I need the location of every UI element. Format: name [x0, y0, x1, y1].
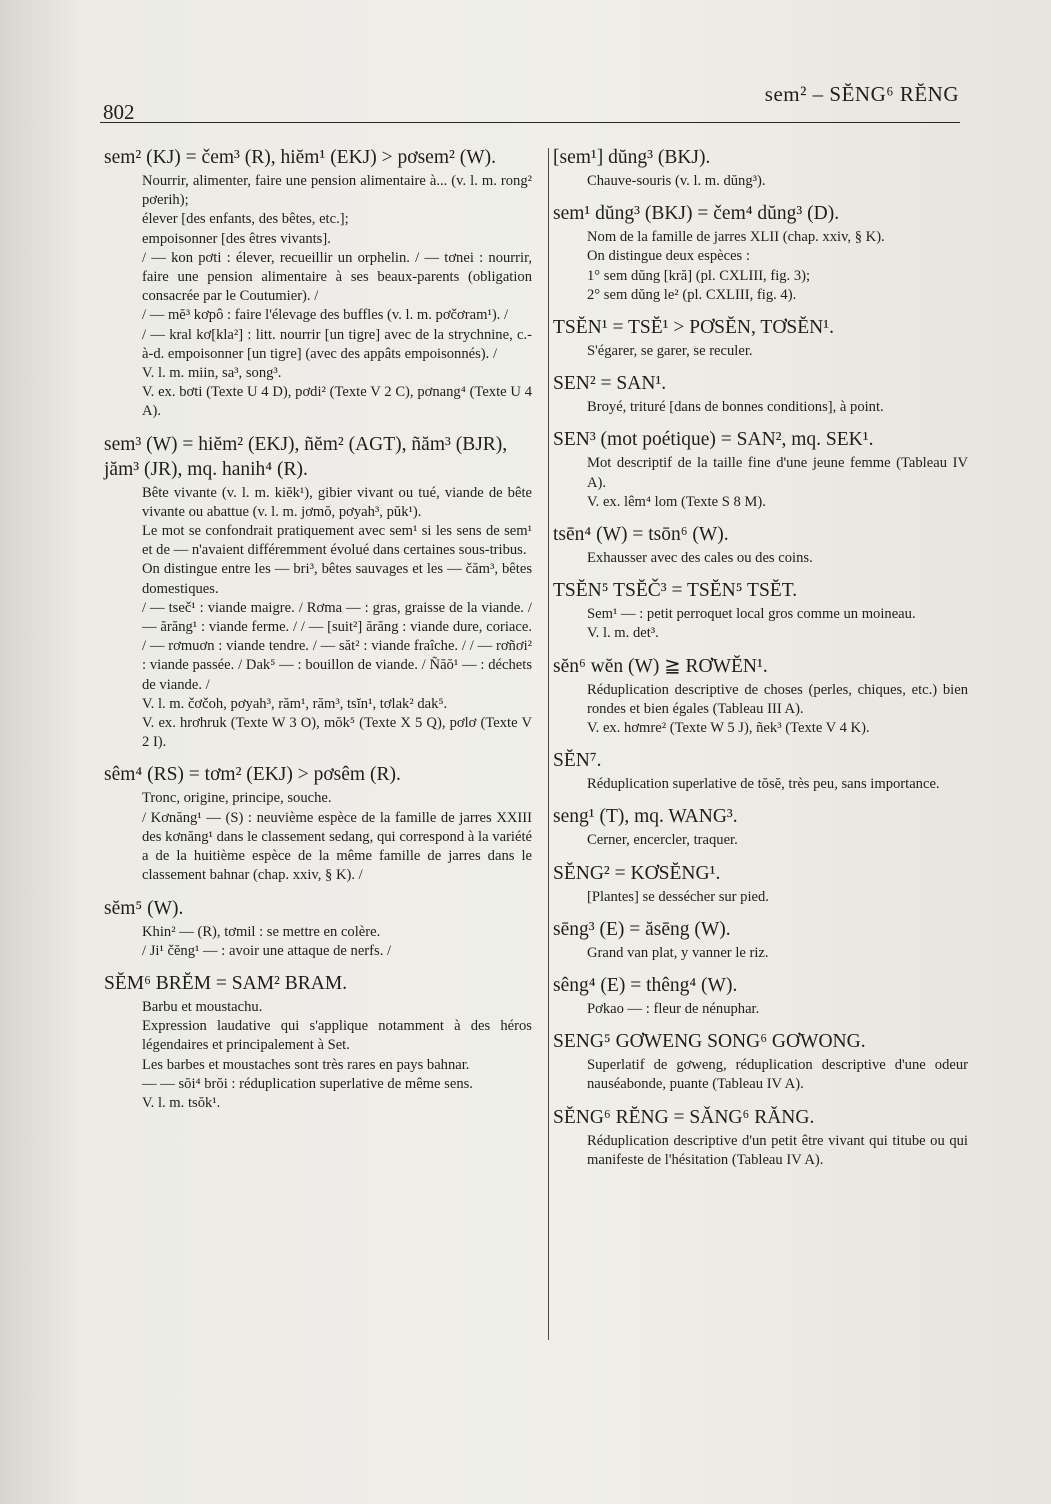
entry-definition [587, 172, 968, 191]
entry-headword: sĕm⁵ (W). [104, 897, 184, 919]
entry-headword: SENG⁵ GƠWENG SONG⁶ GƠWONG. [553, 1031, 866, 1053]
entry-headword: tsēn⁴ (W) = tsōn⁶ (W). [553, 524, 729, 546]
dictionary-entry [553, 654, 968, 739]
dictionary-entry [104, 432, 532, 753]
entry-headword: [sem¹] dŭng³ (BKJ). [553, 147, 711, 168]
dictionary-entry [553, 1029, 968, 1094]
definition-line: V. l. m. čơčoh, pơyah³, răm¹, răm³, tsĭn¹, tơlak² dak⁵. [142, 695, 448, 712]
entry-headword: sêm⁴ (RS) = tơm² (EKJ) > pơsêm (R). [104, 764, 401, 786]
definition-line: Sem¹ — : petit perroquet local gros comme un moineau. [587, 606, 916, 623]
dictionary-entry [553, 804, 968, 850]
definition-line: / Ji¹ čĕng¹ — : avoir une attaque de nerfs. / [142, 942, 392, 959]
entry-headword: SĔM⁶ BRĔM = SAM² BRAM. [104, 972, 348, 994]
definition-line: On distingue deux espèces : [587, 248, 750, 265]
entry-headword: SĔNG⁶ RĔNG = SĂNG⁶ RĂNG. [553, 1106, 815, 1128]
entry-definition [587, 454, 968, 512]
dictionary-entry [553, 748, 968, 794]
entry-definition [142, 789, 532, 885]
entry-headword: SEN³ (mot poétique) = SAN², mq. SEK¹. [553, 429, 874, 451]
dictionary-entry [553, 917, 968, 963]
dictionary-entry [104, 896, 532, 961]
dictionary-entry [553, 371, 968, 417]
definition-line: Chauve-souris (v. l. m. dŭng³). [587, 173, 766, 189]
definition-line: Cerner, encercler, traquer. [587, 832, 738, 849]
entry-definition [587, 681, 968, 739]
definition-line: V. ex. hrơhruk (Texte W 3 O), mŏk⁵ (Texte X 5 Q), pơlơ (Texte V 2 I). [142, 715, 532, 751]
entry-headword: sem² (KJ) = čem³ (R), hiĕm¹ (EKJ) > pơsem² (W). [104, 147, 496, 168]
definition-line: Expression laudative qui s'applique notamment à des héros légendaires et principalement à Set. [142, 1018, 532, 1054]
entry-definition [587, 1132, 968, 1170]
entry-definition [587, 228, 968, 305]
definition-line: Superlatif de gơweng, réduplication descriptive d'une odeur nauséabonde, puante (Tableau IV A). [587, 1057, 968, 1093]
entry-definition [142, 998, 532, 1113]
left-column [104, 145, 532, 1123]
definition-line: — — sŏi⁴ brŏi : réduplication superlative de même sens. [142, 1075, 473, 1092]
definition-line: / — kral kơ[kla²] : litt. nourrir [un tigre] avec de la strychnine, c.-à-d. empoisonner [un tigre] (avec des appâts empoisonnés). / [142, 326, 532, 362]
definition-line: On distingue entre les — bri³, bêtes sauvages et les — čăm³, bêtes domestiques. [142, 561, 532, 597]
definition-line: élever [des enfants, des bêtes, etc.]; [142, 211, 349, 228]
entry-definition [587, 888, 968, 907]
definition-line: Mot descriptif de la taille fine d'une jeune femme (Tableau IV A). [587, 455, 968, 491]
entry-headword: SĔNG² = KƠSĔNG¹. [553, 862, 721, 884]
entry-headword: TSĔN¹ = TSĔ¹ > PƠSĔN, TƠSĔN¹. [553, 317, 834, 339]
definition-line: Les barbes et moustaches sont très rares en pays bahnar. [142, 1056, 470, 1073]
entry-headword: TSĔN⁵ TSĔČ³ = TSĔN⁵ TSĔT. [553, 580, 798, 602]
definition-line: Nourrir, alimenter, faire une pension alimentaire à... (v. l. m. rong² pơerih); [142, 173, 532, 209]
page-number: 802 [103, 100, 135, 124]
definition-line: Bête vivante (v. l. m. kiĕk¹), gibier vivant ou tué, viande de bête vivante ou abattue (v. l. m. jơmŏ, pơyah³, pŭk¹). [142, 484, 532, 520]
dictionary-entry [553, 861, 968, 907]
dictionary-entry [553, 145, 968, 191]
definition-line: 2° sem dŭng le² (pl. CXLIII, fig. 4). [587, 286, 797, 303]
header-rule [100, 122, 960, 123]
right-column [553, 145, 968, 1180]
column-separator [548, 148, 549, 1340]
entry-headword: sêng⁴ (E) = thêng⁴ (W). [553, 975, 738, 997]
definition-line: V. ex. lêm⁴ lom (Texte S 8 M). [587, 493, 766, 510]
entry-headword: sem³ (W) = hiĕm² (EKJ), ñĕm² (AGT), ñăm³ (BJR), jăm³ (JR), mq. hanih⁴ (R). [104, 433, 508, 480]
entry-headword: sēng³ (E) = ăsēng (W). [553, 918, 731, 940]
definition-line: empoisonner [des êtres vivants]. [142, 230, 331, 247]
entry-definition [142, 923, 532, 961]
entry-definition [587, 342, 968, 361]
entry-definition [587, 1000, 968, 1019]
definition-line: Barbu et moustachu. [142, 998, 263, 1015]
dictionary-entry [104, 762, 532, 885]
dictionary-entry [553, 522, 968, 568]
definition-line: V. l. m. det³. [587, 625, 659, 642]
entry-definition [142, 172, 532, 422]
definition-line: V. ex. bơti (Texte U 4 D), pơdi² (Texte V 2 C), pơnang⁴ (Texte U 4 A). [142, 384, 532, 420]
dictionary-entry [104, 145, 532, 422]
dictionary-entry [553, 578, 968, 643]
dictionary-entry [104, 971, 532, 1113]
dictionary-entry [553, 315, 968, 361]
definition-line: / — tseč¹ : viande maigre. / Rơma — : gras, graisse de la viande. / — ărăng¹ : viande ferme. / / — [suit²] ărăng : viande dure, coriace. / — rơmuơn : viande tendre. / — săt² : viande fraîche. / / — rơñơi² : viande passée. / Dak⁵ — : bouillon de viande. / Ñăŏ¹ — : déchets de viande. / [142, 599, 532, 693]
definition-line: / — mĕ³ kơpô : faire l'élevage des buffles (v. l. m. pơčơram¹). / [142, 307, 509, 324]
definition-line: Tronc, origine, principe, souche. [142, 790, 332, 807]
definition-line: 1° sem dŭng [kră] (pl. CXLIII, fig. 3); [587, 267, 811, 284]
definition-line: [Plantes] se dessécher sur pied. [587, 888, 769, 905]
entry-definition [142, 484, 532, 753]
definition-line: Khin² — (R), tơmil : se mettre en colère. [142, 923, 381, 940]
definition-line: / — kon pơti : élever, recueillir un orphelin. / — tơnei : nourrir, faire une pension alimentaire à ses beaux-parents (obligation consacrée par le Coutumier). / [142, 249, 532, 305]
definition-line: Exhausser avec des cales ou des coins. [587, 550, 813, 567]
definition-line: Grand van plat, y vanner le riz. [587, 944, 769, 961]
definition-line: Réduplication descriptive d'un petit être vivant qui titube ou qui manifeste de l'hésitation (Tableau IV A). [587, 1132, 968, 1168]
dictionary-entry [553, 973, 968, 1019]
definition-line: / Kơnăng¹ — (S) : neuvième espèce de la famille de jarres XXIII des kơnăng¹ dans le classement sedang, qui correspond à la variété a de la huitième espèce de la même famille de jarres dans le classement bahnar (chap. xxiv, § K). / [142, 809, 532, 884]
entry-headword: sem¹ dŭng³ (BKJ) = čem⁴ dŭng³ (D). [553, 203, 840, 225]
definition-line: Pơkao — : fleur de nénuphar. [587, 1001, 760, 1018]
definition-line: V. l. m. miin, sa³, song³. [142, 365, 282, 382]
definition-line: Réduplication descriptive de choses (perles, chiques, etc.) bien rondes et bien égales (Tableau III A). [587, 681, 968, 717]
dictionary-entry [553, 201, 968, 305]
entry-definition [587, 549, 968, 568]
entry-definition [587, 831, 968, 850]
definition-line: S'égarer, se garer, se reculer. [587, 343, 753, 360]
entry-definition [587, 605, 968, 643]
definition-line: V. ex. hơmre² (Texte W 5 J), ñek³ (Texte V 4 K). [587, 720, 870, 737]
entry-headword: SĔN⁷. [553, 750, 602, 772]
definition-line: Nom de la famille de jarres XLII (chap. xxiv, § K). [587, 229, 885, 246]
entry-definition [587, 1056, 968, 1094]
running-head: sem² – SĔNG⁶ RĔNG [764, 82, 959, 106]
entry-definition [587, 398, 968, 417]
definition-line: V. l. m. tsŏk¹. [142, 1094, 221, 1111]
entry-definition [587, 944, 968, 963]
entry-headword: sĕn⁶ wĕn (W) ≧ RƠWĔN¹. [553, 655, 768, 677]
dictionary-entry [553, 427, 968, 512]
entry-headword: seng¹ (T), mq. WANG³. [553, 806, 738, 828]
definition-line: Réduplication superlative de tŏsĕ, très peu, sans importance. [587, 776, 940, 793]
entry-headword: SEN² = SAN¹. [553, 373, 667, 395]
entry-definition [587, 775, 968, 794]
definition-line: Le mot se confondrait pratiquement avec sem¹ si les sens de sem¹ et de — n'avaient différemment évolué dans certaines sous-tribus. [142, 523, 532, 559]
definition-line: Broyé, trituré [dans de bonnes conditions], à point. [587, 399, 884, 416]
dictionary-entry [553, 1105, 968, 1170]
